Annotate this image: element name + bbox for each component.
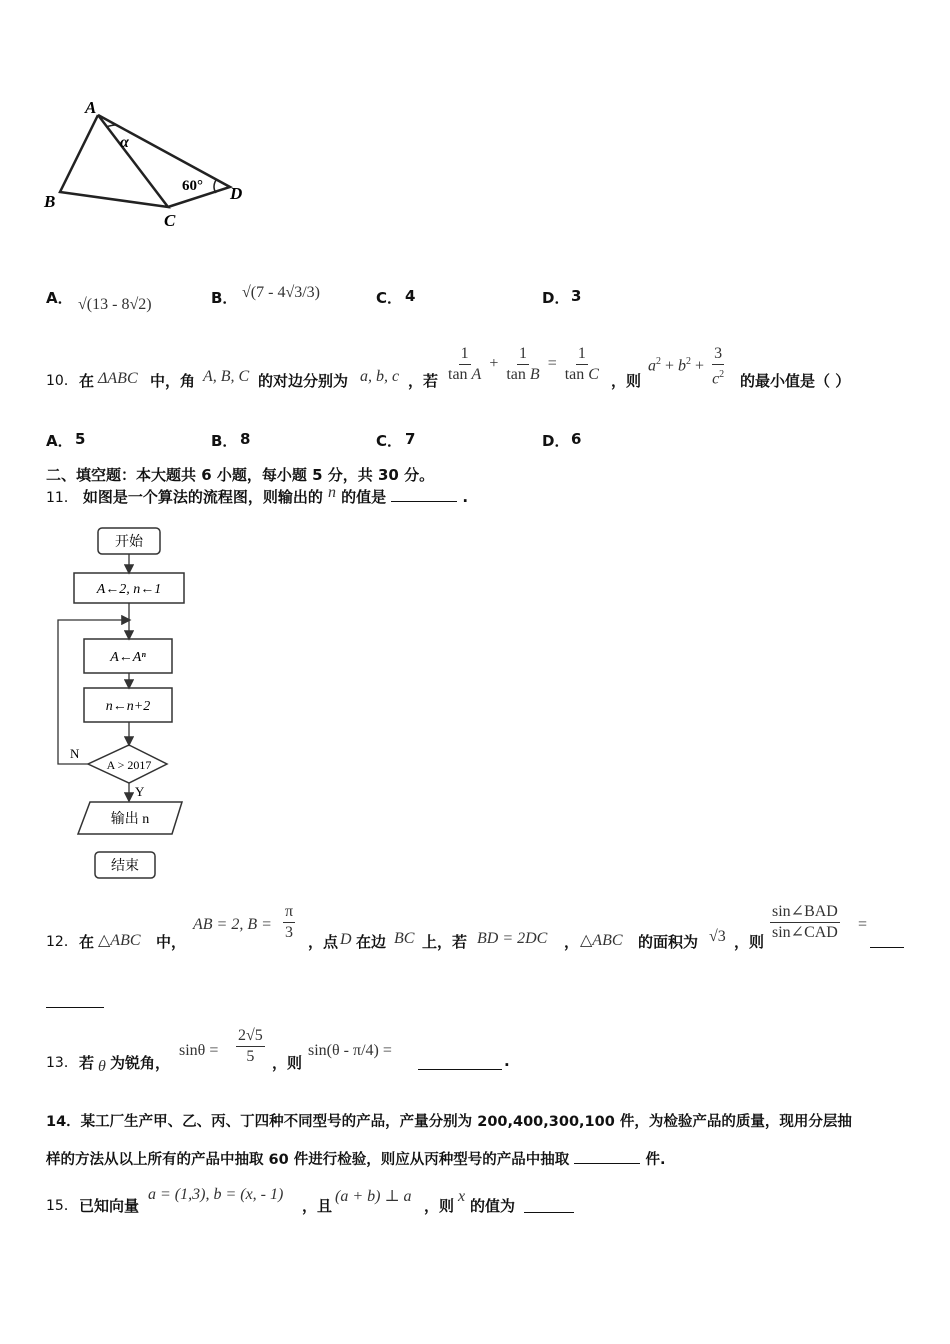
q12-fraction-den: sin∠CAD <box>772 924 838 941</box>
question-13 <box>46 1026 646 1078</box>
q11-answer-blank[interactable] <box>391 500 457 502</box>
q12-triangle: △ABC <box>98 932 141 949</box>
q10-text2: 中，角 <box>150 372 196 390</box>
q10-option-a-letter: A． <box>46 432 73 450</box>
q13-text3: ，则 <box>272 1054 303 1072</box>
q12-number: 12． <box>46 934 78 950</box>
q10-text5: ，则 <box>611 372 642 390</box>
q11-text2: 的值是 <box>341 488 387 506</box>
q15-text3: ，则 <box>424 1197 455 1215</box>
flow-condition-label: A > 2017 <box>106 758 152 772</box>
q10-triangle: ΔABC <box>98 370 138 387</box>
q10-angles: A, B, C <box>203 368 250 385</box>
flow-step1-label: A←Aⁿ <box>110 650 146 665</box>
alpha-arc <box>106 125 116 127</box>
q9-option-a-letter: A． <box>46 289 73 307</box>
angle-60-arc <box>214 180 216 193</box>
q11-text1: 如图是一个算法的流程图，则输出的 <box>82 488 323 506</box>
q10-option-c-value: 7 <box>405 430 416 448</box>
q13-number: 13． <box>46 1055 78 1071</box>
q15-text2: ，且 <box>302 1197 333 1215</box>
q10-text1: 在 <box>79 372 95 390</box>
q14-line1: 14．某工厂生产甲、乙、丙、丁四种不同型号的产品，产量分别为 200,400,300,100 件，为检验产品的质量，现用分层抽 <box>46 1114 852 1130</box>
label-60: 60° <box>182 178 203 194</box>
q12-answer-blank[interactable] <box>870 946 904 948</box>
q10-option-b-letter: B． <box>211 432 238 450</box>
q10-option-d-letter: D． <box>542 432 570 450</box>
q12-text2: 中， <box>156 933 187 951</box>
q13-answer-blank[interactable] <box>418 1068 502 1070</box>
q14-line2-end: 件. <box>645 1152 666 1168</box>
q15-text1: 已知向量 <box>79 1197 140 1215</box>
q12-equals: = <box>858 916 868 933</box>
q12-condition: AB = 2, B = <box>193 916 272 933</box>
q13-text2: 为锐角， <box>110 1054 171 1072</box>
q12-relation: BD = 2DC <box>477 930 548 947</box>
q12-triangle2: △ABC <box>580 932 623 949</box>
q13-text1: 若 <box>79 1054 95 1072</box>
q9-option-d-value: 3 <box>571 287 582 305</box>
label-c: C <box>164 211 176 230</box>
flow-end-label: 结束 <box>111 859 139 874</box>
q12-text1: 在 <box>79 933 95 951</box>
q14-answer-blank[interactable] <box>574 1162 640 1164</box>
q9-option-c-letter: C． <box>376 289 403 307</box>
q10-number: 10． <box>46 373 78 389</box>
q9-option-a-expr: √(13 - 8√2) <box>78 296 152 313</box>
flow-no-label: N <box>70 746 80 761</box>
q12-text8: ，则 <box>734 933 765 951</box>
flow-yes-label: Y <box>135 784 145 799</box>
q10-option-a-value: 5 <box>75 430 86 448</box>
q13-lhs: sinθ = <box>179 1042 219 1059</box>
q11-end: . <box>462 488 469 506</box>
q12-text5: 上，若 <box>422 933 468 951</box>
flow-start-label: 开始 <box>115 535 143 550</box>
q12-text3: ，点 <box>308 933 339 951</box>
q9-option-b-expr: √(7 - 4√3/3) <box>242 284 320 301</box>
triangle-outline <box>60 115 168 207</box>
q10-option-c-letter: C． <box>376 432 403 450</box>
q13-fraction <box>234 1026 267 1067</box>
q12-point-d: D <box>340 931 352 948</box>
q9-option-d-letter: D． <box>542 289 570 307</box>
q11-var: n <box>328 484 337 501</box>
q12-bc: BC <box>394 930 415 947</box>
q15-x: x <box>458 1188 466 1205</box>
q14-line2 <box>46 1148 665 1169</box>
q13-end: . <box>504 1052 510 1070</box>
section-2-heading: 二、填空题：本大题共 6 小题，每小题 5 分，共 30 分。 <box>46 466 435 484</box>
q15-perpendicular: (a + b) ⊥ a <box>335 1188 412 1205</box>
q10-option-b-value: 8 <box>240 430 251 448</box>
flow-step2-label: n←n+2 <box>105 699 151 714</box>
q9-option-c-value: 4 <box>405 287 416 305</box>
q13-expression: sin(θ - π/4) = <box>308 1042 392 1059</box>
question-11 <box>46 486 546 510</box>
q15-answer-blank[interactable] <box>524 1211 574 1213</box>
q12-fraction-num: sin∠BAD <box>770 902 840 923</box>
q12-text6: ， <box>564 933 580 951</box>
flow-output-label: 输出 n <box>110 812 150 827</box>
label-alpha: α <box>120 134 129 151</box>
label-b: B <box>44 192 56 211</box>
q10-text6: 的最小值是（ ） <box>740 372 851 390</box>
question-12 <box>46 900 926 956</box>
flow-init-label: A←2, n←1 <box>96 582 162 597</box>
question-15 <box>46 1186 646 1216</box>
q9-option-b-letter: B． <box>211 289 238 307</box>
q12-sin-fraction <box>768 902 842 943</box>
q15-text4: 的值为 <box>470 1197 516 1215</box>
q10-option-d-value: 6 <box>571 430 582 448</box>
q10-expression: $a^2 + b^2$ + $\frac{3}{c^2}$ <box>648 345 725 388</box>
q10-equation: $\frac{1}{\text{tan A}}$ + $\frac{1}{\text{tan B}}$ = $\frac{1}{\text{tan C}}$ <box>448 345 599 383</box>
question-10 <box>46 344 926 390</box>
q12-pi: π <box>283 902 295 923</box>
q11-number: 11． <box>46 490 78 506</box>
q15-number: 15． <box>46 1198 78 1214</box>
triangle-figure <box>40 95 260 230</box>
q10-text3: 的对边分别为 <box>258 372 349 390</box>
q13-fraction-den: 5 <box>246 1048 255 1065</box>
label-d: D <box>230 184 243 203</box>
q12-text4: 在边 <box>356 933 387 951</box>
q15-vectors: a = (1,3), b = (x, - 1) <box>148 1186 284 1203</box>
q13-theta: θ <box>98 1058 106 1075</box>
q12-text7: 的面积为 <box>638 933 699 951</box>
q14-line2-text: 样的方法从以上所有的产品中抽取 60 件进行检验，则应从丙种型号的产品中抽取 <box>46 1152 570 1168</box>
flowchart <box>50 522 210 887</box>
q12-three: 3 <box>285 924 294 941</box>
q12-area: √3 <box>709 928 726 945</box>
segment-ad-cd <box>98 115 230 207</box>
q10-text4: ，若 <box>408 372 439 390</box>
flow-loop-back <box>58 620 129 764</box>
q13-fraction-num: 2√5 <box>236 1026 265 1047</box>
label-a: A <box>85 98 97 117</box>
q10-sides: a, b, c <box>360 368 400 385</box>
q12-fraction <box>281 902 297 943</box>
q12-answer-blank-continued[interactable] <box>46 1006 104 1008</box>
